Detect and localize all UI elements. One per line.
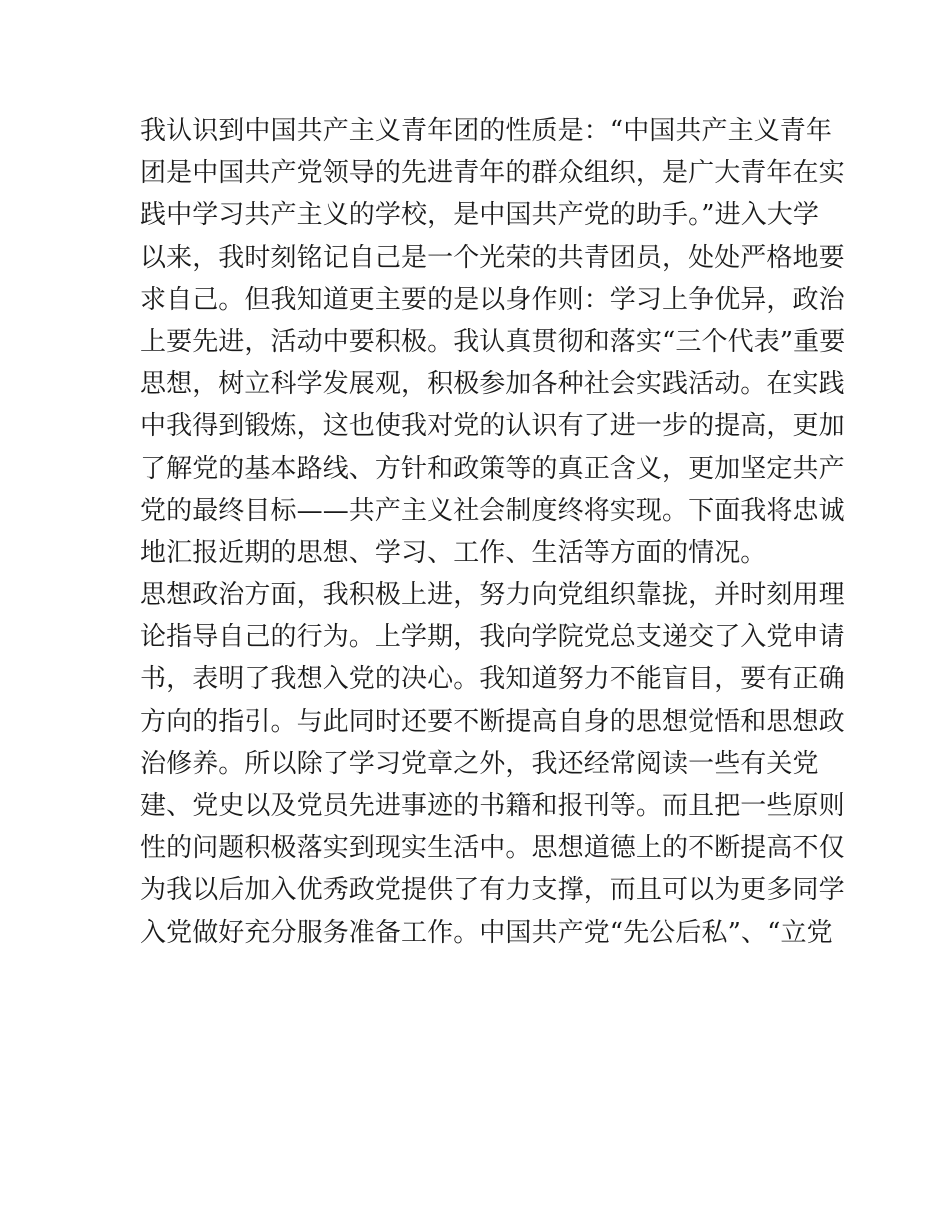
text-line: 上要先进，活动中要积极。我认真贯彻和落实“三个代表”重要 [140, 326, 846, 357]
text-line: 思想政治方面，我积极上进，努力向党组织靠拢，并时刻用理 [140, 580, 845, 611]
text-line: 求自己。但我知道更主要的是以身作则：学习上争优异，政治 [140, 284, 845, 315]
text-line: 我认识到中国共产主义青年团的性质是：“中国共产主义青年 [140, 116, 832, 146]
text-line: 了解党的基本路线、方针和政策等的真正含义，更加坚定共产 [140, 453, 845, 484]
text-line: 书，表明了我想入党的决心。我知道努力不能盲目，要有正确 [140, 664, 845, 695]
text-line: 党的最终目标——共产主义社会制度终将实现。下面我将忠诚 [140, 495, 845, 526]
text-line: 为我以后加入优秀政党提供了有力支撑，而且可以为更多同学 [140, 875, 845, 906]
text-line: 中我得到锻炼，这也使我对党的认识有了进一步的提高，更加 [140, 411, 845, 442]
text-line: 思想，树立科学发展观，积极参加各种社会实践活动。在实践 [140, 369, 845, 400]
text-line: 以来，我时刻铭记自己是一个光荣的共青团员，处处严格地要 [140, 242, 845, 273]
text-line: 治修养。所以除了学习党章之外，我还经常阅读一些有关党 [140, 748, 819, 779]
text-line: 论指导自己的行为。上学期，我向学院党总支递交了入党申请 [140, 622, 845, 653]
text-line: 地汇报近期的思想、学习、工作、生活等方面的情况。 [140, 537, 767, 568]
text-line: 入党做好充分服务准备工作。中国共产党“先公后私”、“立党 [140, 917, 833, 948]
text-line: 团是中国共产党领导的先进青年的群众组织，是广大青年在实 [140, 158, 845, 189]
text-line: 性的问题积极落实到现实生活中。思想道德上的不断提高不仅 [140, 833, 845, 864]
body-text [140, 110, 846, 954]
text-line: 建、党史以及党员先进事迹的书籍和报刊等。而且把一些原则 [140, 791, 845, 821]
text-line: 方向的指引。与此同时还要不断提高自身的思想觉悟和思想政 [140, 706, 845, 737]
text-line: 践中学习共产主义的学校，是中国共产党的助手。”进入大学 [140, 200, 819, 231]
